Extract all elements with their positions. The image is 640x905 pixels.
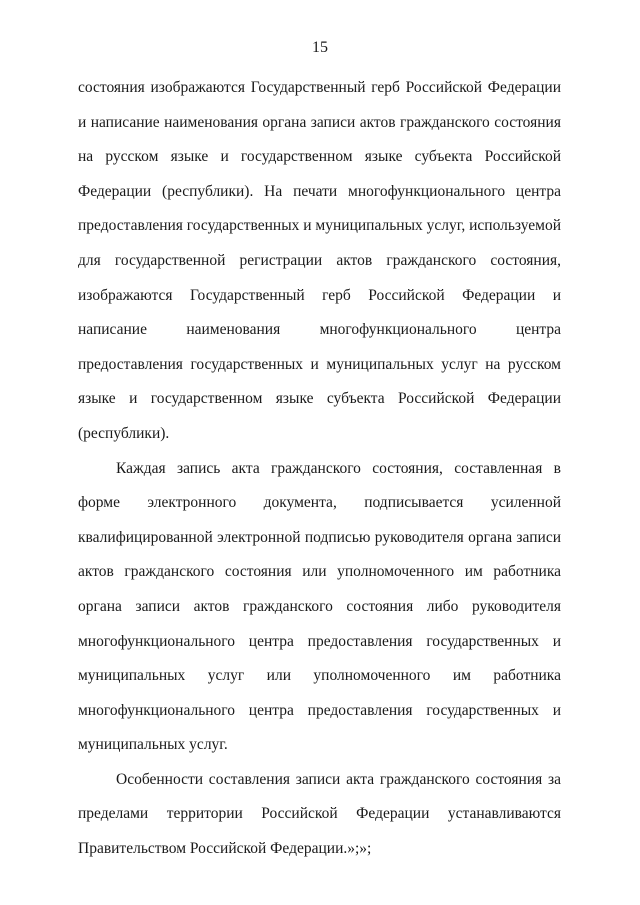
document-body: [78, 71, 561, 867]
paragraph-3: Особенности составления записи акта гражданского состояния за пределами территории Российской Федерации устанавливаются Правительством Российской Федерации.»;»;: [78, 770, 561, 858]
page-number: 15: [312, 39, 328, 56]
paragraph-2: Каждая запись акта гражданского состояния, составленная в форме электронного документа, подписывается усиленной квалифицированной электронной подписью руководителя органа записи актов гражданского состояния или уполномоченного им работника органа записи актов гражданского состояния либо руководителя многофункционального центра предоставления государственных и муниципальных услуг или уполномоченного им работника многофункционального центра предоставления государственных и муниципальных услуг.: [78, 459, 561, 754]
paragraph-1: состояния изображаются Государственный герб Российской Федерации и написание наименования органа записи актов гражданского состояния на русском языке и государственном языке субъекта Российской Федерации (республики). На печати многофункционального центра предоставления государственных и муниципальных услуг, используемой для государственной регистрации актов гражданского состояния, изображаются Государственный герб Российской Федерации и написание наименования многофункционального центра предоставления государственных и муниципальных услуг на русском языке и государственном языке субъекта Российской Федерации (республики).: [78, 79, 561, 442]
